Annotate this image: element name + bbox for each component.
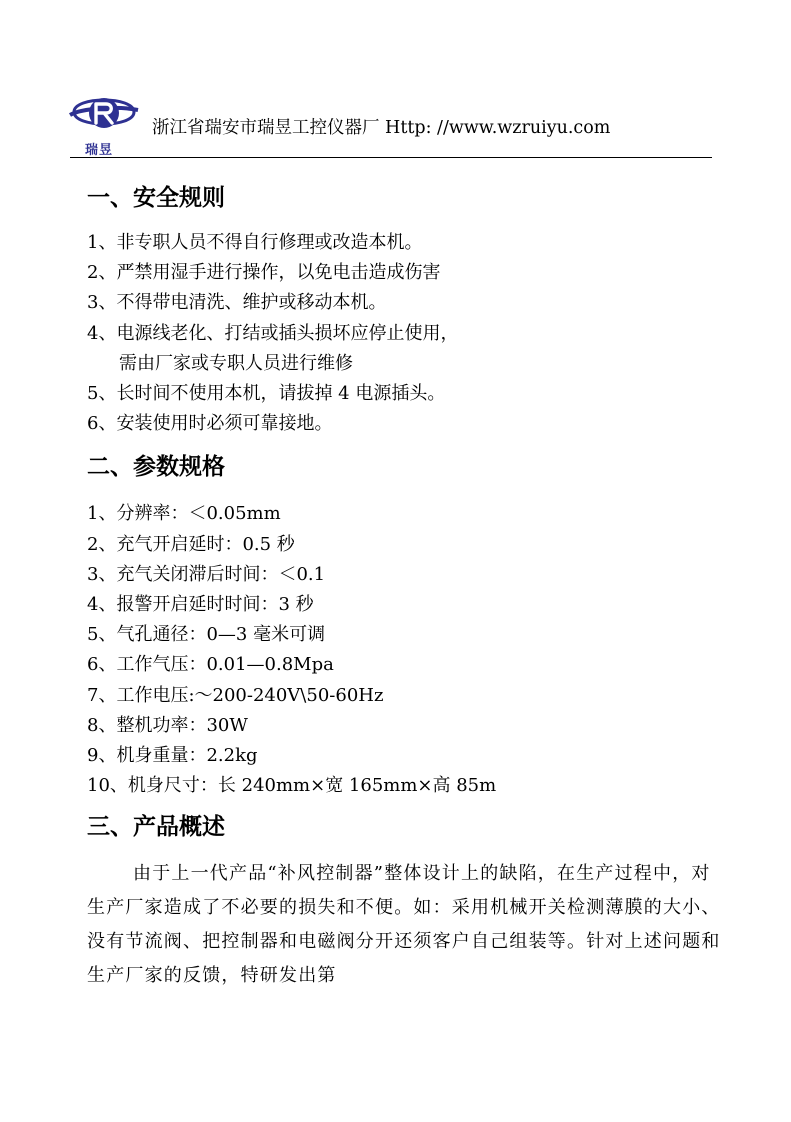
list-item: 9、机身重量：2.2kg xyxy=(87,745,258,767)
list-item-text: 5、长时间不使用本机，请拔掉 4 电源插头。 xyxy=(87,383,446,405)
list-item xyxy=(87,319,727,379)
header-divider xyxy=(70,157,712,158)
company-header-line: 浙江省瑞安市瑞昱工控仪器厂 Http: //www.wzruiyu.com xyxy=(152,118,611,138)
list-item: 10、机身尺寸：长 240mm×宽 165mm×高 85m xyxy=(87,775,497,797)
company-logo xyxy=(68,88,140,160)
logo-emblem-icon xyxy=(68,88,140,144)
safety-rules-list xyxy=(87,228,727,439)
list-item: 7、工作电压:～200-240V\50-60Hz xyxy=(87,684,384,706)
list-item xyxy=(87,258,727,288)
list-item-text: 6、安装使用时必须可靠接地。 xyxy=(87,413,333,435)
list-item: 4、报警开启延时时间：3 秒 xyxy=(87,594,314,616)
list-item: 2、充气开启延时：0.5 秒 xyxy=(87,533,295,555)
list-item-text: 2、严禁用湿手进行操作，以免电击造成伤害 xyxy=(87,262,441,284)
list-item xyxy=(87,409,727,439)
list-item xyxy=(87,379,727,409)
section-title-specs: 二、参数规格 xyxy=(87,454,225,481)
logo-text: 瑞昱 xyxy=(85,143,114,158)
list-item-continuation: 需由厂家或专职人员进行维修 xyxy=(119,352,353,374)
list-item xyxy=(87,228,727,258)
overview-paragraph: 由于上一代产品“补风控制器”整体设计上的缺陷，在生产过程中，对生产厂家造成了不必要的损失和不便。如：采用机械开关检测薄膜的大小、没有节流阀、把控制器和电磁阀分开还须客户自己组装等。针对上述问题和生产厂家的反馈，特研发出第 xyxy=(87,863,721,987)
list-item: 3、充气关闭滞后时间：＜0.1 xyxy=(87,563,326,585)
list-item-text: 1、非专职人员不得自行修理或改造本机。 xyxy=(87,232,423,253)
page-header xyxy=(68,80,712,160)
list-item xyxy=(87,288,727,318)
list-item-text: 4、电源线老化、打结或插头损坏应停止使用， xyxy=(87,322,459,344)
specs-list xyxy=(87,499,727,801)
section-title-safety: 一、安全规则 xyxy=(87,185,225,211)
list-item: 5、气孔通径：0—3 毫米可调 xyxy=(87,624,326,646)
section-title-overview: 三、产品概述 xyxy=(87,814,225,841)
document-body xyxy=(87,180,727,1011)
list-item: 6、工作气压：0.01—0.8Mpa xyxy=(87,654,334,676)
list-item-text: 3、不得带电清洗、维护或移动本机。 xyxy=(87,292,387,314)
list-item: 8、整机功率：30W xyxy=(87,714,248,736)
list-item: 1、分辨率：＜0.05mm xyxy=(87,503,281,525)
